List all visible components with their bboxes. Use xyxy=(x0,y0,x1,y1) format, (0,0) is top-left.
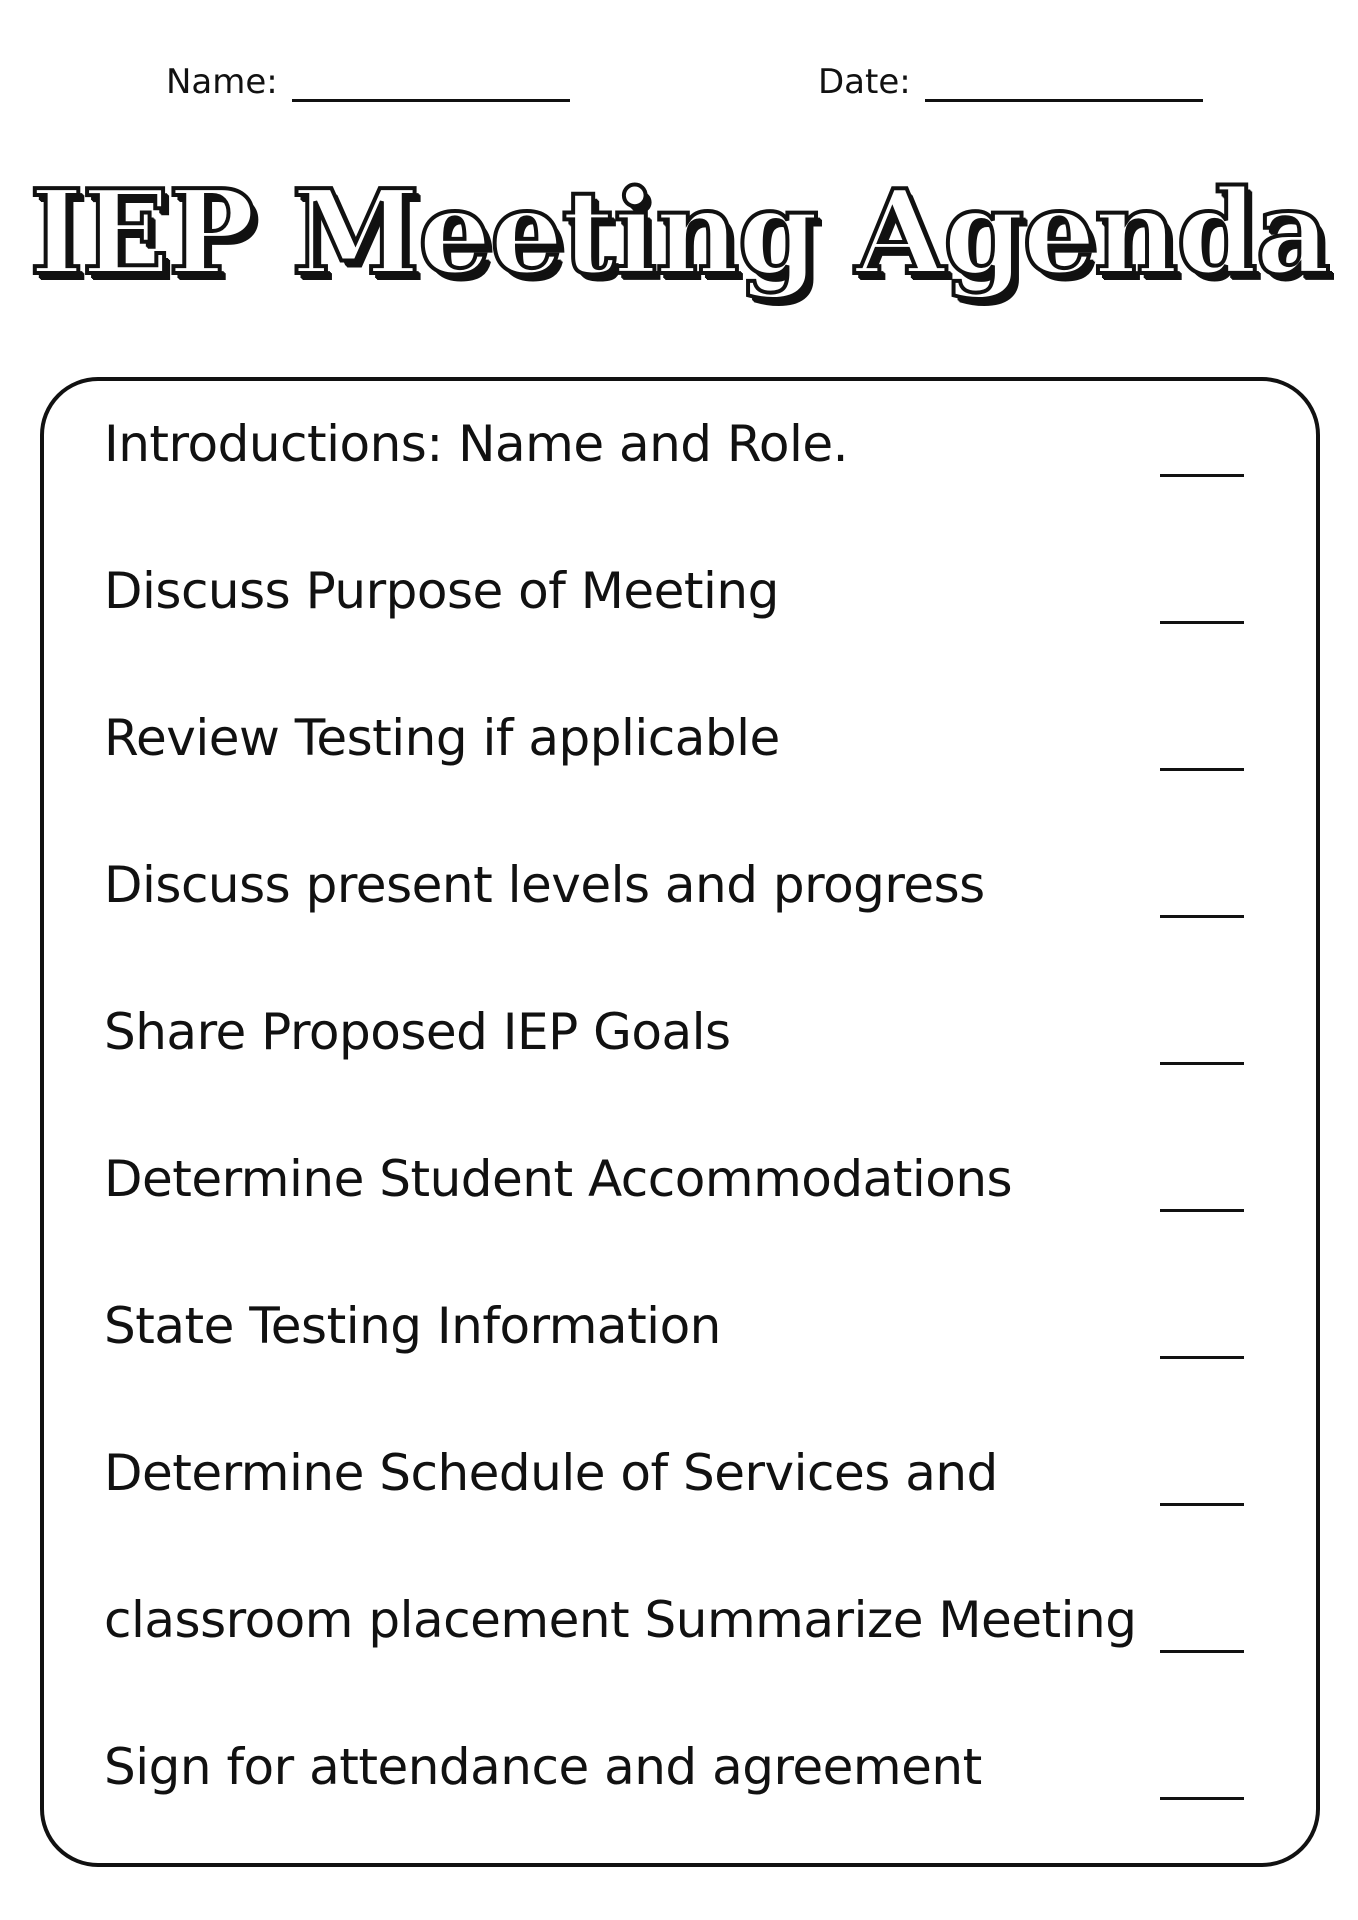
date-blank-line[interactable] xyxy=(925,63,1203,102)
agenda-item-label: Discuss Purpose of Meeting xyxy=(104,562,779,620)
agenda-item xyxy=(104,1149,1244,1229)
agenda-item-label: Introductions: Name and Role. xyxy=(104,415,849,473)
agenda-item xyxy=(104,414,1244,494)
agenda-item-label: State Testing Information xyxy=(104,1297,721,1355)
agenda-check-line[interactable] xyxy=(1160,915,1244,918)
agenda-check-line[interactable] xyxy=(1160,621,1244,624)
agenda-item xyxy=(104,855,1244,935)
agenda-item xyxy=(104,1737,1244,1817)
agenda-item-label: Determine Schedule of Services and xyxy=(104,1444,998,1502)
agenda-item xyxy=(104,1443,1244,1523)
date-field[interactable] xyxy=(818,62,1203,102)
agenda-check-line[interactable] xyxy=(1160,1503,1244,1506)
agenda-item-label: classroom placement Summarize Meeting xyxy=(104,1591,1137,1649)
agenda-item xyxy=(104,1296,1244,1376)
agenda-check-line[interactable] xyxy=(1160,474,1244,477)
agenda-check-line[interactable] xyxy=(1160,1650,1244,1653)
agenda-check-line[interactable] xyxy=(1160,768,1244,771)
page-title: IEP Meeting Agenda xyxy=(29,165,1329,301)
agenda-item-label: Determine Student Accommodations xyxy=(104,1150,1013,1208)
agenda-check-line[interactable] xyxy=(1160,1209,1244,1212)
agenda-item-label: Discuss present levels and progress xyxy=(104,856,985,914)
name-blank-line[interactable] xyxy=(292,63,570,102)
agenda-check-line[interactable] xyxy=(1160,1797,1244,1800)
agenda-item-label: Sign for attendance and agreement xyxy=(104,1738,982,1796)
agenda-item-label: Share Proposed IEP Goals xyxy=(104,1003,731,1061)
agenda-item xyxy=(104,708,1244,788)
agenda-check-line[interactable] xyxy=(1160,1062,1244,1065)
name-field[interactable] xyxy=(166,62,570,102)
agenda-item-label: Review Testing if applicable xyxy=(104,709,780,767)
agenda-item xyxy=(104,561,1244,641)
name-label: Name: xyxy=(166,62,278,102)
agenda-item xyxy=(104,1002,1244,1082)
agenda-item xyxy=(104,1590,1244,1670)
agenda-check-line[interactable] xyxy=(1160,1356,1244,1359)
date-label: Date: xyxy=(818,62,911,102)
